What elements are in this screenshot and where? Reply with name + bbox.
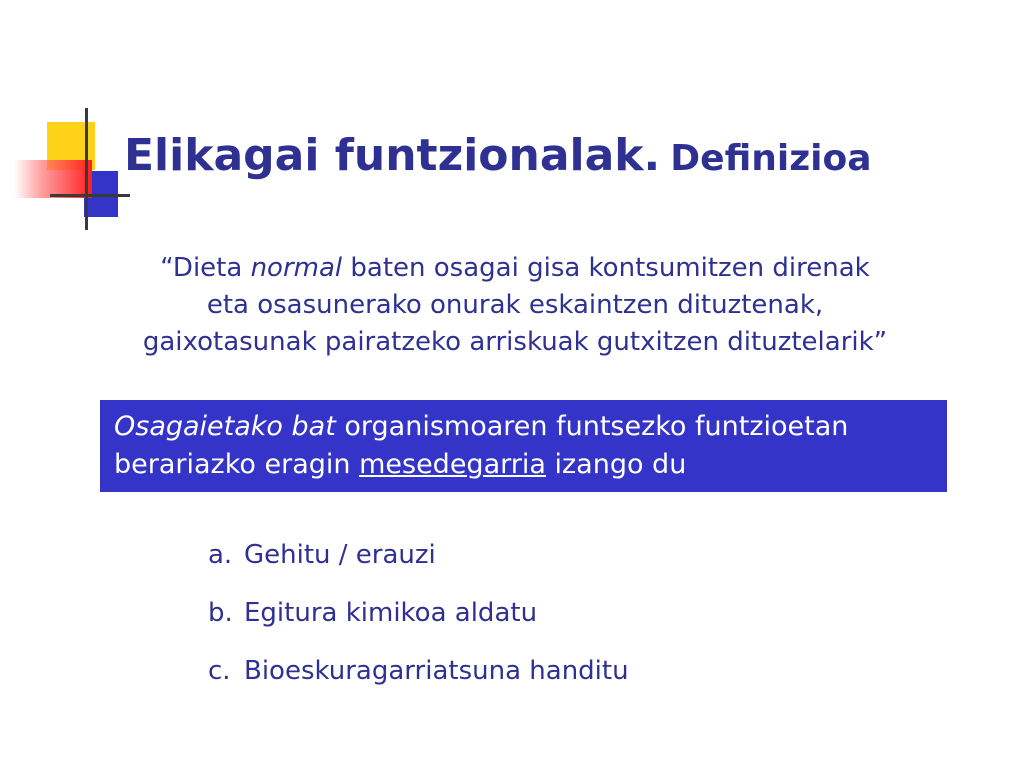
red-gradient-shape bbox=[14, 160, 92, 198]
list-item bbox=[208, 651, 629, 709]
title-sub: Definizioa bbox=[670, 138, 872, 179]
box-line-1 bbox=[114, 408, 947, 446]
box-line2-end: izango du bbox=[545, 449, 687, 480]
definition-quote bbox=[80, 250, 950, 361]
list-item bbox=[208, 535, 629, 593]
highlight-box bbox=[100, 400, 947, 492]
box-line1-rest: organismoaren funtsezko funtzioetan bbox=[335, 411, 849, 442]
list-item bbox=[208, 593, 629, 651]
list-item-text: Egitura kimikoa aldatu bbox=[244, 598, 538, 628]
box-line2-start: berariazko eragin bbox=[114, 449, 360, 480]
quote-line-1 bbox=[80, 250, 950, 287]
list-marker: c. bbox=[208, 656, 231, 686]
list-marker: b. bbox=[208, 598, 233, 628]
slide-title bbox=[124, 130, 872, 181]
method-list bbox=[208, 535, 629, 709]
box-line-2 bbox=[114, 446, 947, 484]
box-underlined-word: mesedegarria bbox=[359, 449, 546, 480]
quote-open: “Dieta bbox=[160, 253, 251, 283]
list-marker: a. bbox=[208, 540, 233, 570]
horizontal-line-shape bbox=[50, 194, 130, 197]
decorative-logo bbox=[0, 0, 140, 240]
list-item-text: Gehitu / erauzi bbox=[244, 540, 436, 570]
quote-line-3: gaixotasunak pairatzeko arriskuak gutxitzen dituztelarik” bbox=[142, 327, 888, 357]
list-item-text: Bioeskuragarriatsuna handitu bbox=[244, 656, 629, 686]
title-main: Elikagai funtzionalak. bbox=[124, 130, 661, 181]
quote-italic-word: normal bbox=[250, 253, 343, 283]
quote-line-2: eta osasunerako onurak eskaintzen dituztenak, bbox=[206, 290, 824, 320]
quote-line1-rest: baten osagai gisa kontsumitzen direnak bbox=[342, 253, 870, 283]
box-italic-phrase: Osagaietako bat bbox=[114, 411, 336, 442]
vertical-line-shape bbox=[85, 108, 88, 230]
